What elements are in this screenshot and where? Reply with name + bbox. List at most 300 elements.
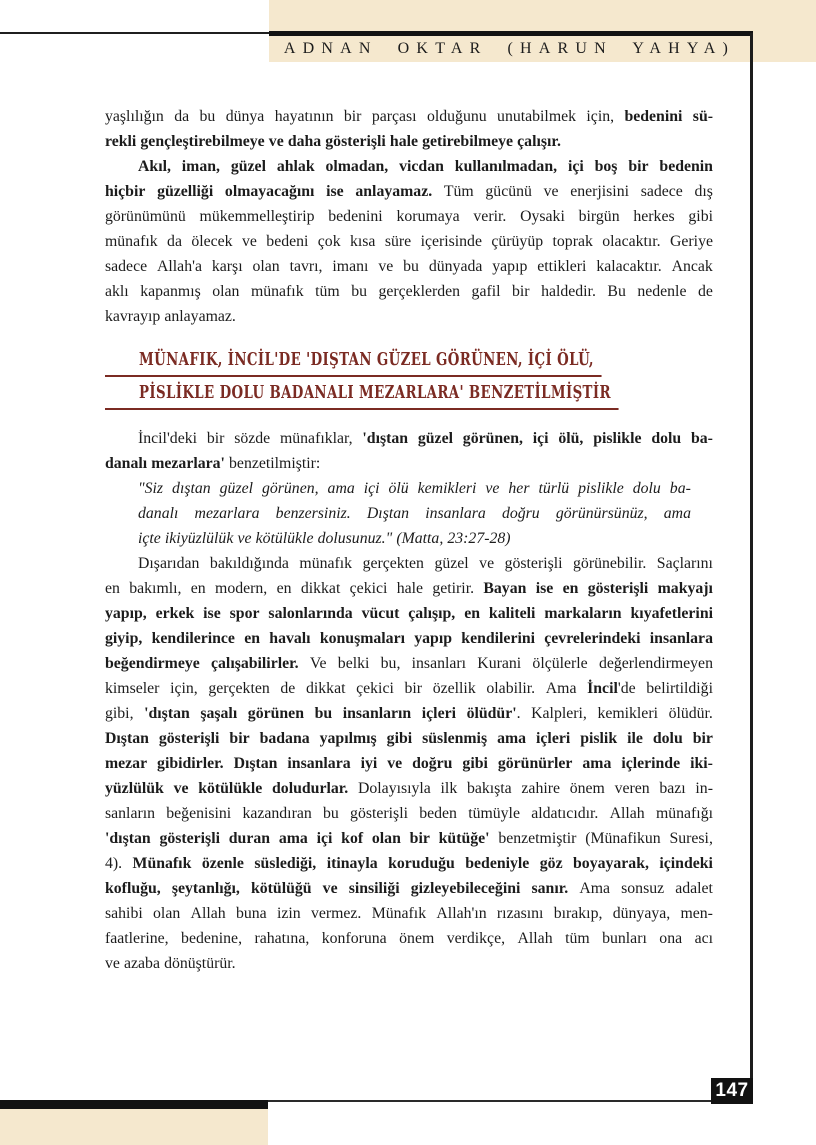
word: göz [539, 855, 563, 872]
word: kemikleri [597, 705, 658, 722]
word: içindeki [659, 855, 713, 872]
word: unutabilmek [497, 108, 577, 125]
word: kofluğu, [105, 880, 161, 897]
word: olmadan, [325, 158, 389, 175]
word: görünürler [497, 755, 573, 772]
word: içleri [536, 730, 571, 747]
text-line [105, 229, 713, 254]
word: süslenmiş [422, 730, 488, 747]
word: dikkat [305, 680, 346, 697]
text-line [105, 154, 713, 179]
word: gibi, [105, 705, 134, 722]
word: ölüdür. [668, 705, 713, 722]
word: kendilerince [151, 630, 235, 647]
word: en [190, 580, 206, 597]
paragraph [105, 551, 713, 976]
word: içte [138, 530, 161, 547]
word: Ama [579, 880, 611, 897]
word: ilk [440, 780, 458, 797]
word: doğru [501, 505, 540, 522]
word: 'dıştan [362, 430, 409, 447]
word: Ancak [671, 258, 713, 275]
word: ve [378, 258, 394, 275]
word: özenle [201, 855, 244, 872]
word: çekici [356, 680, 394, 697]
text-line [105, 576, 713, 601]
word: benzetmiştir [498, 830, 577, 847]
word: bırakıp, [553, 905, 603, 922]
word: dolu [652, 730, 683, 747]
word: faatlerine, [105, 930, 169, 947]
word: bedenin [659, 158, 713, 175]
word: sinsiliği [348, 880, 400, 897]
page-number-badge: 147 [711, 1078, 753, 1104]
word: gibi [462, 755, 488, 772]
word: sadece [105, 258, 148, 275]
word: bir [404, 680, 423, 697]
word: mükemmelleştirip [199, 208, 315, 225]
word: kazandıran [242, 805, 312, 822]
text-line [105, 851, 713, 876]
word: 'dıştan [105, 830, 151, 847]
word: görünebilir. [573, 555, 647, 572]
word: konuşmaları [319, 630, 405, 647]
word: ama [582, 755, 612, 772]
word: en [276, 580, 292, 597]
word: tüm [565, 930, 590, 947]
text-line [105, 701, 713, 726]
section-heading-line: MÜNAFIK, İNCİL'DE 'DIŞTAN GÜZEL GÖRÜNEN, İÇİ ÖLÜ, [105, 350, 601, 377]
word: en [562, 580, 579, 597]
word: kötülükle [198, 780, 263, 797]
word: beğenisini [166, 805, 232, 822]
text-line [105, 179, 713, 204]
word: Ama [545, 680, 577, 697]
word: mezarlara' [151, 455, 225, 472]
word: acı [694, 930, 713, 947]
text-line [105, 254, 713, 279]
word: tüm [315, 283, 340, 300]
word: ve [241, 233, 257, 250]
word: dolu [632, 480, 661, 497]
word: ba- [690, 430, 713, 447]
word: Saçlarını [656, 555, 713, 572]
word: önem [399, 930, 435, 947]
word: makyajı [657, 580, 713, 597]
word: pislik [580, 730, 618, 747]
word: bedeni [266, 233, 309, 250]
word: münafık [105, 233, 158, 250]
word: beden [419, 805, 457, 822]
word: görünen, [462, 430, 523, 447]
word: iyi [360, 755, 378, 772]
word: bazı [659, 780, 686, 797]
word: güzel [434, 555, 469, 572]
word: insanlara [425, 505, 486, 522]
word: 23:27-28) [447, 530, 511, 547]
word: gösterişli [159, 830, 220, 847]
text-line [105, 776, 713, 801]
word: gösterişli [504, 555, 563, 572]
body-text [105, 104, 713, 976]
word: in- [695, 780, 713, 797]
word: Akıl, [138, 158, 171, 175]
word: bedenini [328, 208, 383, 225]
word: görünen, [261, 480, 319, 497]
word: sonsuz [621, 880, 665, 897]
word: ile [627, 730, 643, 747]
word: imanı [332, 258, 369, 275]
text-line [105, 726, 713, 751]
word: birgün [578, 208, 620, 225]
word: rahatına, [254, 930, 310, 947]
word: bir [692, 730, 713, 747]
word: verir. [473, 208, 507, 225]
word: enerjisini [570, 183, 629, 200]
word: hale [389, 133, 419, 150]
text-line [105, 129, 713, 154]
word: badana [259, 730, 310, 747]
word: kimseler [105, 680, 160, 697]
word: içi [567, 158, 584, 175]
text-line [105, 204, 713, 229]
word: getirir. [432, 580, 475, 597]
word: korumaya [396, 208, 460, 225]
word: herkes [633, 208, 675, 225]
word: güzel [417, 430, 453, 447]
text-line [138, 501, 691, 526]
word: danalı [105, 455, 148, 472]
section-heading-row [105, 350, 713, 383]
word: Allah [609, 805, 645, 822]
word: bakışta [466, 780, 512, 797]
word: toprak [552, 233, 593, 250]
word: yapıp [414, 630, 453, 647]
word: gösterişli [325, 133, 386, 150]
word: en [244, 630, 261, 647]
word: bu [351, 283, 367, 300]
text-line [105, 304, 713, 329]
word: Bu [607, 283, 626, 300]
word: (Matta, [396, 530, 444, 547]
word: yüzlülük [105, 780, 164, 797]
word: görünürsünüz, [555, 505, 648, 522]
word: sanların [105, 805, 156, 822]
word: ettikleri [537, 258, 587, 275]
word: belirtildiği [646, 680, 713, 697]
word: benzersiniz. [275, 505, 351, 522]
word: dünyaya, [612, 905, 671, 922]
word: Kalpleri, [531, 705, 587, 722]
text-line [105, 901, 713, 926]
word: Allah [190, 905, 226, 922]
word: Kurani [477, 655, 522, 672]
word: ama [497, 730, 527, 747]
word: kalacaktır. [596, 258, 662, 275]
word: her [508, 480, 530, 497]
word: kısa [350, 233, 376, 250]
word: Allah'ın [436, 905, 487, 922]
word: çürüyüp [491, 233, 544, 250]
word: için, [586, 108, 615, 125]
section-heading-line: PİSLİKLE DOLU BADANALI MEZARLARA' BENZETİLMİŞTİR [105, 383, 618, 410]
word: olacaktır. [602, 233, 661, 250]
word: iki- [690, 755, 713, 772]
word: güzelliği [157, 183, 214, 200]
word: bu [314, 705, 333, 722]
word: bu, [380, 655, 401, 672]
word: tavrı, [289, 258, 323, 275]
word: şaşalı [200, 705, 238, 722]
word: benzetilmiştir: [229, 455, 321, 472]
word: insanları [411, 655, 467, 672]
word: Dışarıdan [138, 555, 200, 572]
word: anlayamaz. [355, 183, 433, 200]
word: çalışabilirler. [211, 655, 299, 672]
word: çalışır. [517, 133, 561, 150]
word: içleri [421, 705, 456, 722]
word: içlerinde [621, 755, 681, 772]
word: yapıp [492, 258, 528, 275]
word: gibidirler. [157, 755, 224, 772]
word: karşı [211, 258, 243, 275]
word: "Siz [138, 480, 164, 497]
word: gerçeklerden [378, 283, 461, 300]
text-line [105, 651, 713, 676]
word: ve [543, 183, 559, 200]
word: ölecek [191, 233, 233, 250]
word: dikkat [300, 580, 341, 597]
word: görünümünü [105, 208, 186, 225]
word: kötülükle [255, 530, 314, 547]
word: Oysaki [520, 208, 565, 225]
word: yapılmış [319, 730, 377, 747]
word: bir [512, 283, 530, 300]
word: yaşlılığın [105, 108, 164, 125]
word: sadece [640, 183, 683, 200]
word: içi [532, 430, 549, 447]
word: içi [316, 830, 333, 847]
text-line [105, 451, 713, 476]
word: ise [326, 183, 344, 200]
word: ve [105, 955, 120, 972]
word: verdikçe, [446, 930, 506, 947]
text-line [138, 476, 691, 501]
word: kendilerini [461, 630, 536, 647]
word: bakıldığında [209, 555, 289, 572]
paragraph [105, 104, 713, 154]
word: olmayacağını [224, 183, 315, 200]
word: danalı [138, 505, 179, 522]
word: izin [276, 905, 301, 922]
word: bunları [602, 930, 647, 947]
word: pislikle [578, 480, 624, 497]
word: bu [199, 108, 216, 125]
text-line [105, 601, 713, 626]
text-line [105, 279, 713, 304]
word: ve [237, 530, 252, 547]
word: özellik [432, 680, 476, 697]
word: gibi [688, 208, 713, 225]
word: görünen [247, 705, 304, 722]
word: pislikle [593, 430, 642, 447]
word: olabilir. [486, 680, 536, 697]
word: vermez. [310, 905, 362, 922]
word: gizleyebileceğini [410, 880, 521, 897]
word: gafil [471, 283, 501, 300]
word: sahibi [105, 905, 143, 922]
word: da [174, 108, 190, 125]
word: için, [170, 680, 198, 697]
word: gösterişli [350, 805, 408, 822]
word: buna [235, 905, 267, 922]
word: Allah [517, 930, 553, 947]
word: Allah'a [157, 258, 202, 275]
word: çok [317, 233, 341, 250]
word: tümüyle [468, 805, 520, 822]
word: (Münafikun [585, 830, 661, 847]
word: bedeniyle [465, 855, 530, 872]
word: getirebilmeye [422, 133, 514, 150]
word: duran [228, 830, 271, 847]
word: kemikleri [417, 480, 477, 497]
word: Dıştan [233, 755, 278, 772]
scripture-quote [138, 476, 691, 551]
word: İncil'deki [138, 430, 197, 447]
word: koruduğu [388, 855, 455, 872]
word: gerçekten [208, 680, 270, 697]
word: vücut [361, 605, 400, 622]
word: 4). [105, 855, 123, 872]
word: güzel [230, 158, 266, 175]
word: kütüğe' [438, 830, 490, 847]
word: bu [403, 258, 419, 275]
word: ise [535, 580, 554, 597]
word: hayatının [274, 108, 334, 125]
word: değerlendirmeyen [598, 655, 713, 672]
word: insanlara [287, 755, 351, 772]
word: 'dıştan [144, 705, 190, 722]
page-frame-right-rule [750, 33, 753, 1100]
word: belki [337, 655, 370, 672]
word: dünya [225, 108, 265, 125]
word: sözde [234, 430, 271, 447]
word: zahire [521, 780, 561, 797]
word: dünyada [428, 258, 483, 275]
word: Münafık [132, 855, 192, 872]
text-line [105, 426, 713, 451]
word: kıyafetlerini [630, 605, 713, 622]
word: hiçbir [105, 183, 146, 200]
word: bir [206, 430, 225, 447]
word: sü- [692, 108, 713, 125]
word: de [280, 680, 296, 697]
word: münafık [250, 283, 304, 300]
word: ba- [669, 480, 691, 497]
word: ama [663, 505, 691, 522]
word: aklı [105, 283, 129, 300]
word: ölüdür'. [466, 705, 521, 722]
word: azaba [124, 955, 160, 972]
word: kapanmış [140, 283, 201, 300]
section-heading [105, 350, 713, 416]
word: men- [680, 905, 713, 922]
footer-band [0, 1109, 268, 1145]
text-line [105, 626, 713, 651]
word: dış [694, 183, 713, 200]
word: insanların [342, 705, 412, 722]
word: boyayarak, [573, 855, 649, 872]
word: ama [278, 830, 308, 847]
word: Münafık [371, 905, 427, 922]
text-line [105, 104, 713, 129]
word: ve [268, 133, 284, 150]
word: gösterişli [587, 580, 649, 597]
word: ama [327, 480, 355, 497]
word: de [697, 283, 713, 300]
word: ona [659, 930, 683, 947]
word: çevrelerindeki [544, 630, 641, 647]
word: bir [343, 108, 362, 125]
word: bir [628, 158, 649, 175]
word: spor [229, 605, 260, 622]
word: olan [212, 283, 240, 300]
text-line [105, 551, 713, 576]
word: bedenine, [181, 930, 243, 947]
word: ölçülerle [532, 655, 588, 672]
word: ve [173, 780, 189, 797]
word: ve [479, 555, 495, 572]
word: dolu [651, 430, 682, 447]
word: münafıklar, [279, 430, 353, 447]
word: Dolayısıyla [357, 780, 431, 797]
word: ikiyüzlülük [164, 530, 234, 547]
word: ve [322, 880, 338, 897]
word: modern, [215, 580, 268, 597]
word: mezar [105, 755, 148, 772]
word: bakımlı, [129, 580, 182, 597]
word: mezarlara [194, 505, 260, 522]
word: dolusunuz." [317, 530, 393, 547]
word: münafığı [655, 805, 713, 822]
word: ölü [388, 480, 409, 497]
word: erkek [155, 605, 195, 622]
word: gibi [386, 730, 413, 747]
word: veren [614, 780, 650, 797]
running-header-author: ADNAN OKTAR (HARUN YAHYA) [283, 40, 736, 57]
word: daha [287, 133, 322, 150]
word: sanır. [531, 880, 569, 897]
paragraph [105, 154, 713, 329]
word: havalı [269, 630, 311, 647]
word: itinayla [326, 855, 378, 872]
word: adalet [675, 880, 713, 897]
word: insanlara [649, 630, 713, 647]
word: olan [153, 905, 181, 922]
word: bir [409, 830, 430, 847]
word: dönüştürür. [164, 955, 236, 972]
word: yapıp, [105, 605, 147, 622]
text-line [138, 526, 691, 551]
word: Tüm [443, 183, 474, 200]
word: aldatıcıdır. [531, 805, 599, 822]
top-rule-left [0, 32, 269, 34]
word: kaliteli [488, 605, 536, 622]
text-line [105, 801, 713, 826]
word: çalışıp, [408, 605, 456, 622]
word: kötülüğü [250, 880, 312, 897]
word: Dıştan [105, 730, 149, 747]
